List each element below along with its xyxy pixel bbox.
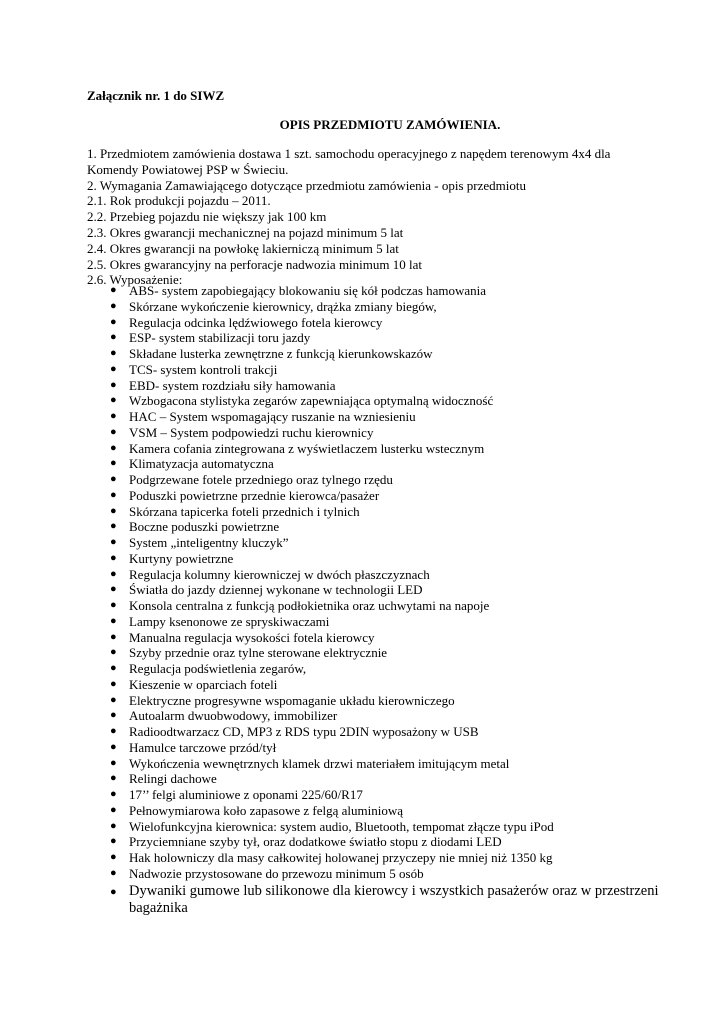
equipment-item xyxy=(110,425,670,441)
bullet-icon: ● xyxy=(110,520,117,533)
bullet-icon: ● xyxy=(110,646,117,659)
equipment-item xyxy=(110,519,670,535)
equipment-item-label: Kieszenie w oparciach foteli xyxy=(129,676,278,692)
equipment-item-label: Szyby przednie oraz tylne sterowane elektrycznie xyxy=(129,645,388,661)
requirements-section xyxy=(87,146,647,288)
bullet-icon: ● xyxy=(110,614,117,627)
bullet-icon: ● xyxy=(110,441,117,454)
equipment-item-label: Wielofunkcyjna kierownica: system audio, Bluetooth, tempomat złącze typu iPod xyxy=(129,818,554,834)
equipment-item xyxy=(110,724,670,740)
bullet-icon: ● xyxy=(110,740,117,753)
equipment-item xyxy=(110,834,670,850)
paragraph-2-3: 2.3. Okres gwarancji mechanicznej na pojazd minimum 5 lat xyxy=(87,224,404,240)
equipment-list xyxy=(110,283,670,917)
bullet-icon: ● xyxy=(110,284,117,296)
equipment-item xyxy=(110,866,670,882)
equipment-item-label: Wykończenia wewnętrznych klamek drzwi materiałem imitującym metal xyxy=(129,755,510,771)
equipment-item xyxy=(110,787,670,803)
equipment-item xyxy=(110,803,670,819)
equipment-item-label: Hak holowniczy dla masy całkowitej holowanej przyczepy nie mniej niż 1350 kg xyxy=(129,850,553,865)
equipment-item xyxy=(110,693,670,709)
bullet-icon: ● xyxy=(110,788,117,800)
bullet-icon: ● xyxy=(110,803,117,816)
bullet-icon: ● xyxy=(110,599,117,611)
equipment-item-label: Dywaniki gumowe lub silikonowe dla kierowcy i wszystkich pasażerów oraz w przestrzeni bagażnika xyxy=(129,882,659,916)
equipment-item-label: Elektryczne progresywne wspomaganie układu kierowniczego xyxy=(129,692,455,708)
equipment-item-label: Manualna regulacja wysokości fotela kierowcy xyxy=(129,629,375,645)
equipment-item xyxy=(110,614,670,630)
bullet-icon: ● xyxy=(110,725,117,737)
bullet-icon: ● xyxy=(110,756,117,769)
equipment-item xyxy=(110,883,670,917)
bullet-icon: ● xyxy=(110,347,117,359)
equipment-item xyxy=(110,315,670,331)
equipment-item xyxy=(110,299,670,315)
equipment-item xyxy=(110,362,670,378)
bullet-icon: ● xyxy=(110,331,117,344)
bullet-icon: ● xyxy=(110,583,117,596)
equipment-item-label: Boczne poduszki powietrzne xyxy=(129,519,280,535)
equipment-item-label: Skórzane wykończenie kierownicy, drążka zmiany biegów, xyxy=(129,298,437,314)
bullet-icon: ● xyxy=(110,425,117,438)
equipment-item xyxy=(110,645,670,661)
equipment-item-label: Konsola centralna z funkcją podłokietnika oraz uchwytami na napoje xyxy=(129,598,490,613)
bullet-icon: ● xyxy=(110,693,117,706)
equipment-item-label: Lampy ksenonowe ze spryskiwaczami xyxy=(129,613,330,629)
equipment-item-label: Regulacja kolumny kierowniczej w dwóch płaszczyznach xyxy=(129,566,430,582)
bullet-icon: ● xyxy=(110,835,117,848)
equipment-item-label: Poduszki powietrzne przednie kierowca/pasażer xyxy=(129,487,380,503)
bullet-icon: ● xyxy=(110,851,117,863)
paragraph-2-6: 2.6. Wyposażenie: xyxy=(87,272,183,288)
bullet-icon: ● xyxy=(110,709,117,722)
equipment-item-label: Relingi dachowe xyxy=(129,771,217,787)
equipment-item xyxy=(110,488,670,504)
equipment-item-label: Pełnowymiarowa koło zapasowe z felgą aluminiową xyxy=(129,802,403,818)
paragraph-1: 1. Przedmiotem zamówienia dostawa 1 szt. samochodu operacyjnego z napędem terenowym 4x4 dla Komendy Powiatowej PSP w Świeciu. xyxy=(87,146,611,177)
bullet-icon: ● xyxy=(110,536,117,548)
equipment-item-label: Nadwozie przystosowane do przewozu minimum 5 osób xyxy=(129,865,424,881)
bullet-icon: ● xyxy=(110,362,117,375)
equipment-item xyxy=(110,677,670,693)
bullet-icon: ● xyxy=(110,473,117,485)
equipment-item-label: Hamulce tarczowe przód/tył xyxy=(129,739,277,755)
equipment-item-label: Skórzana tapicerka foteli przednich i tylnich xyxy=(129,503,360,519)
equipment-item xyxy=(110,283,670,299)
bullet-icon: ● xyxy=(110,772,117,785)
equipment-item-label: TCS- system kontroli trakcji xyxy=(129,361,278,377)
equipment-item-label: EBD- system rozdziału siły hamowania xyxy=(129,377,336,393)
equipment-item xyxy=(110,472,670,488)
equipment-item xyxy=(110,378,670,394)
equipment-item-label: Regulacja odcinka lędźwiowego fotela kierowcy xyxy=(129,314,383,330)
bullet-icon: ● xyxy=(110,551,117,564)
equipment-item-label: Składane lusterka zewnętrzne z funkcją kierunkowskazów xyxy=(129,346,433,361)
equipment-item-label: Autoalarm dwuobwodowy, immobilizer xyxy=(129,708,338,724)
equipment-item xyxy=(110,582,670,598)
bullet-icon: ● xyxy=(110,315,117,328)
equipment-item xyxy=(110,346,670,362)
equipment-item-label: 17’’ felgi aluminiowe z oponami 225/60/R17 xyxy=(129,787,363,802)
equipment-item-label: Radioodtwarzacz CD, MP3 z RDS typu 2DIN wyposażony w USB xyxy=(129,724,479,739)
bullet-icon: ● xyxy=(110,677,117,690)
bullet-icon: ● xyxy=(110,567,117,580)
equipment-item xyxy=(110,441,670,457)
equipment-item-label: Podgrzewane fotele przedniego oraz tylnego rzędu xyxy=(129,472,393,487)
equipment-item xyxy=(110,819,670,835)
equipment-item-label: Klimatyzacja automatyczna xyxy=(129,456,274,472)
equipment-item-label: System „inteligentny kluczyk” xyxy=(129,535,289,550)
equipment-item xyxy=(110,850,670,866)
bullet-icon: ● xyxy=(110,457,117,470)
bullet-icon: ● xyxy=(110,378,117,391)
bullet-icon: ● xyxy=(110,819,117,832)
equipment-item-label: Kamera cofania zintegrowana z wyświetlaczem lusterku wstecznym xyxy=(129,440,485,456)
paragraph-2-1: 2.1. Rok produkcji pojazdu – 2011. xyxy=(87,193,271,209)
paragraph-2-5: 2.5. Okres gwarancyjny na perforacje nadwozia minimum 10 lat xyxy=(87,256,422,272)
paragraph-2: 2. Wymagania Zamawiającego dotyczące przedmiotu zamówienia - opis przedmiotu xyxy=(87,177,526,193)
equipment-item xyxy=(110,756,670,772)
equipment-item xyxy=(110,771,670,787)
paragraph-2-2: 2.2. Przebieg pojazdu nie większy jak 100 km xyxy=(87,209,327,225)
equipment-item-label: HAC – System wspomagający ruszanie na wzniesieniu xyxy=(129,409,416,424)
bullet-icon: ● xyxy=(110,662,117,674)
equipment-item xyxy=(110,551,670,567)
equipment-item-label: VSM – System podpowiedzi ruchu kierownicy xyxy=(129,424,374,440)
equipment-item xyxy=(110,330,670,346)
bullet-icon: ● xyxy=(110,504,117,517)
equipment-item-label: Przyciemniane szyby tył, oraz dodatkowe światło stopu z diodami LED xyxy=(129,834,502,850)
bullet-icon: ● xyxy=(110,866,117,879)
bullet-icon: ● xyxy=(110,885,117,898)
equipment-item xyxy=(110,708,670,724)
equipment-item xyxy=(110,409,670,425)
equipment-item-label: Kurtyny powietrzne xyxy=(129,550,234,566)
equipment-item-label: Regulacja podświetlenia zegarów, xyxy=(129,661,307,676)
equipment-item xyxy=(110,535,670,551)
equipment-item xyxy=(110,567,670,583)
bullet-icon: ● xyxy=(110,630,117,643)
equipment-item-label: Światła do jazdy dziennej wykonane w technologii LED xyxy=(129,582,423,598)
paragraph-2-4: 2.4. Okres gwarancji na powłokę lakierniczą minimum 5 lat xyxy=(87,240,399,256)
equipment-item xyxy=(110,598,670,614)
equipment-item-label: Wzbogacona stylistyka zegarów zapewniająca optymalną widoczność xyxy=(129,393,494,409)
equipment-item xyxy=(110,740,670,756)
bullet-icon: ● xyxy=(110,488,117,501)
attachment-label: Załącznik nr. 1 do SIWZ xyxy=(87,88,225,103)
equipment-item-label: ABS- system zapobiegający blokowaniu się kół podczas hamowania xyxy=(129,283,487,298)
bullet-icon: ● xyxy=(110,394,117,407)
document-title: OPIS PRZEDMIOTU ZAMÓWIENIA. xyxy=(279,117,501,132)
equipment-item-label: ESP- system stabilizacji toru jazdy xyxy=(129,330,311,346)
equipment-item xyxy=(110,456,670,472)
equipment-item xyxy=(110,504,670,520)
bullet-icon: ● xyxy=(110,299,117,312)
equipment-item xyxy=(110,630,670,646)
bullet-icon: ● xyxy=(110,410,117,422)
equipment-item xyxy=(110,661,670,677)
equipment-item xyxy=(110,393,670,409)
